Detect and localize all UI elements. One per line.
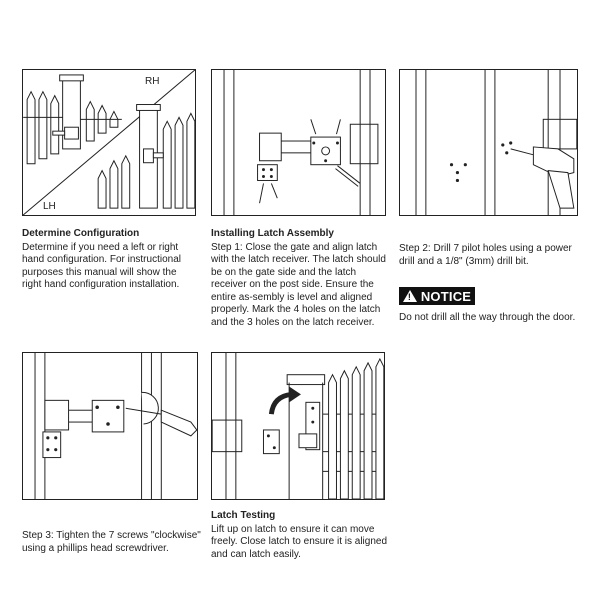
caption-title: Latch Testing xyxy=(211,510,276,521)
caption-body: Determine if you need a left or right hand configuration. For instructional purposes this manual will show the right hand configuration installation. xyxy=(22,241,181,290)
caption-body: Lift up on latch to ensure it can move freely. Close latch to ensure it is aligned and can latch easily. xyxy=(211,523,388,560)
caption-body: Step 3: Tighten the 7 screws "clockwise" using a phillips head screwdriver. xyxy=(22,530,201,554)
latch-assembly-illustration xyxy=(212,70,385,215)
panel-installing-latch xyxy=(211,69,386,216)
caption-title: Installing Latch Assembly xyxy=(211,228,334,239)
panel-determine-configuration xyxy=(22,69,196,216)
caption-tighten-screws xyxy=(22,530,208,555)
caption-determine-configuration xyxy=(22,228,198,292)
rh-label: RH xyxy=(145,76,160,87)
caption-title: Determine Configuration xyxy=(22,228,140,239)
notice-badge xyxy=(399,287,475,305)
warning-icon xyxy=(403,290,417,302)
notice-body: Do not drill all the way through the door. xyxy=(399,312,576,323)
panel-tighten-screws xyxy=(22,352,198,500)
configuration-illustration xyxy=(23,70,195,215)
notice-label: NOTICE xyxy=(420,288,472,304)
drill-illustration xyxy=(400,70,577,215)
caption-drill-pilot-holes xyxy=(399,243,579,268)
panel-latch-testing xyxy=(211,352,385,500)
warning-symbol: ! xyxy=(407,292,412,302)
caption-installing-latch xyxy=(211,228,389,329)
screwdriver-illustration xyxy=(23,353,197,499)
panel-drill-pilot-holes xyxy=(399,69,578,216)
lh-label: LH xyxy=(43,201,56,212)
caption-latch-testing xyxy=(211,510,391,561)
notice-text xyxy=(399,312,589,325)
caption-body: Step 2: Drill 7 pilot holes using a power drill and a 1/8" (3mm) drill bit. xyxy=(399,243,572,267)
latch-testing-illustration xyxy=(212,353,384,499)
caption-body: Step 1: Close the gate and align latch with the latch receiver. The latch should be on the gate side and the latch receiver on the post side. Ensure the entire as-sembly is level and aligned properly. Mark the 4 holes on the latch and the 3 holes on the latch receiver. xyxy=(211,241,386,328)
